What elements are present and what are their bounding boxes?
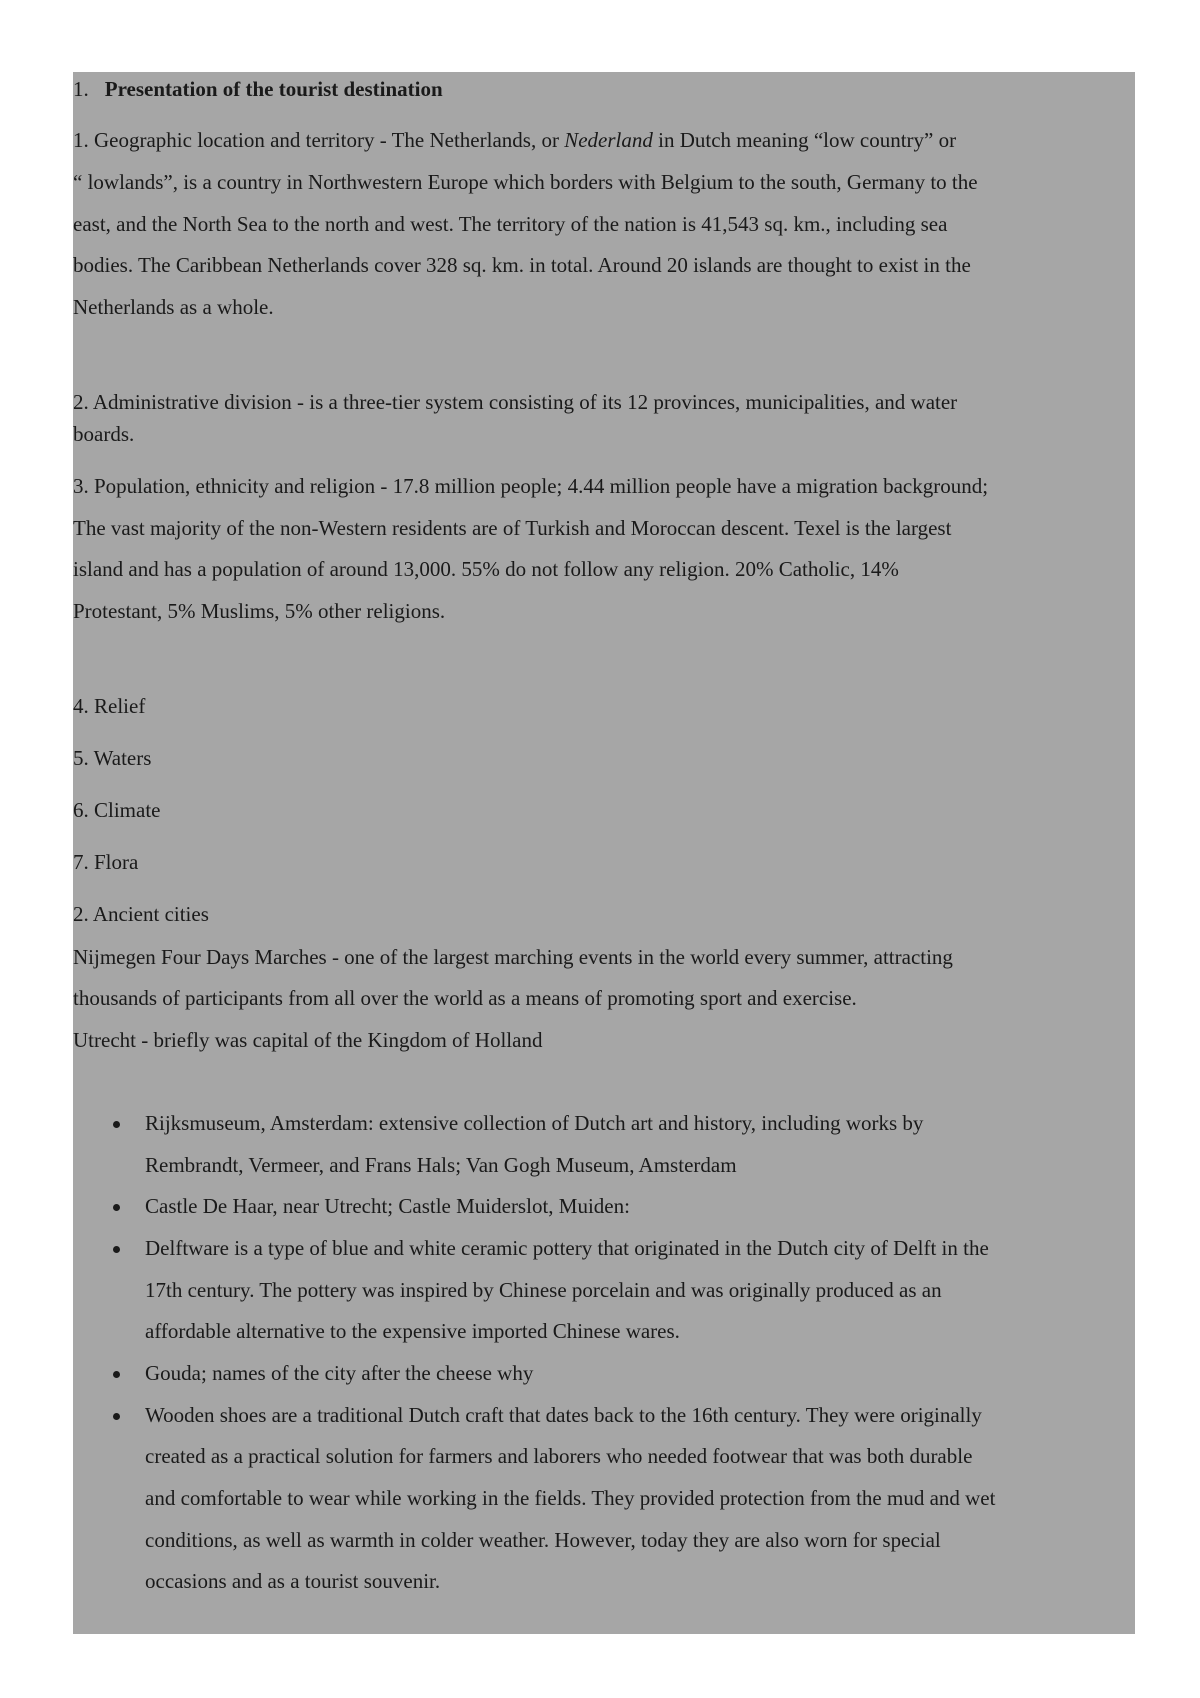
bullet-item-line: 17th century. The pottery was inspired by Chinese porcelain and was originally produced as an: [145, 1278, 942, 1302]
bullet-item-line: Delftware is a type of blue and white ceramic pottery that originated in the Dutch city of Delft in the: [145, 1236, 989, 1260]
paragraph-line: 1. Geographic location and territory - The Netherlands, or Nederland in Dutch meaning “low country” or: [73, 128, 957, 152]
paragraph-line: east, and the North Sea to the north and west. The territory of the nation is 41,543 sq. km., including sea: [73, 212, 948, 236]
bullet-item-line: Rijksmuseum, Amsterdam: extensive collection of Dutch art and history, including works by: [145, 1111, 924, 1135]
document-page: [73, 72, 1135, 1634]
bullet-item-line: occasions and as a tourist souvenir.: [145, 1569, 441, 1593]
italic-term: Nederland: [564, 128, 653, 152]
paragraph-line: boards.: [73, 422, 135, 446]
paragraph-line: bodies. The Caribbean Netherlands cover 328 sq. km. in total. Around 20 islands are thought to exist in the: [73, 253, 971, 277]
bullet-item-line: Wooden shoes are a traditional Dutch craft that dates back to the 16th century. They were originally: [145, 1403, 982, 1427]
bullet-icon: [113, 1204, 120, 1211]
bullet-icon: [113, 1121, 120, 1128]
paragraph-line: Netherlands as a whole.: [73, 295, 274, 319]
bullet-item-line: created as a practical solution for farmers and laborers who needed footwear that was both durable: [145, 1444, 973, 1468]
paragraph-line: Protestant, 5% Muslims, 5% other religions.: [73, 599, 446, 623]
list-item-climate: 6. Climate: [73, 798, 161, 822]
bullet-item-line: Gouda; names of the city after the cheese why: [145, 1361, 534, 1385]
paragraph-line: 2. Administrative division - is a three-tier system consisting of its 12 provinces, municipalities, and water: [73, 390, 958, 414]
paragraph-line: “ lowlands”, is a country in Northwestern Europe which borders with Belgium to the south, Germany to the: [73, 170, 978, 194]
paragraph-line: Utrecht - briefly was capital of the Kingdom of Holland: [73, 1028, 543, 1052]
list-item-flora: 7. Flora: [73, 850, 139, 874]
bullet-icon: [113, 1413, 120, 1420]
paragraph-line: The vast majority of the non-Western residents are of Turkish and Moroccan descent. Texel is the largest: [73, 516, 952, 540]
paragraph-line: island and has a population of around 13,000. 55% do not follow any religion. 20% Catholic, 14%: [73, 557, 899, 581]
list-item-ancient-cities: 2. Ancient cities: [73, 902, 209, 926]
bullet-item-line: Rembrandt, Vermeer, and Frans Hals; Van Gogh Museum, Amsterdam: [145, 1153, 737, 1177]
bullet-item-line: Castle De Haar, near Utrecht; Castle Muiderslot, Muiden:: [145, 1194, 630, 1218]
bullet-icon: [113, 1371, 120, 1378]
list-item-relief: 4. Relief: [73, 694, 146, 718]
heading-title: Presentation of the tourist destination: [104, 77, 443, 101]
list-item-waters: 5. Waters: [73, 746, 152, 770]
paragraph-line: thousands of participants from all over the world as a means of promoting sport and exercise.: [73, 986, 857, 1010]
heading-number: 1.: [73, 77, 89, 101]
paragraph-line: Nijmegen Four Days Marches - one of the largest marching events in the world every summer, attracting: [73, 945, 953, 969]
bullet-item-line: and comfortable to wear while working in the fields. They provided protection from the mud and wet: [145, 1486, 996, 1510]
section-heading: [73, 79, 443, 100]
bullet-icon: [113, 1246, 120, 1253]
bullet-item-line: affordable alternative to the expensive imported Chinese wares.: [145, 1319, 680, 1343]
bullet-item-line: conditions, as well as warmth in colder weather. However, today they are also worn for special: [145, 1528, 941, 1552]
paragraph-line: 3. Population, ethnicity and religion - 17.8 million people; 4.44 million people have a migration background;: [73, 474, 989, 498]
